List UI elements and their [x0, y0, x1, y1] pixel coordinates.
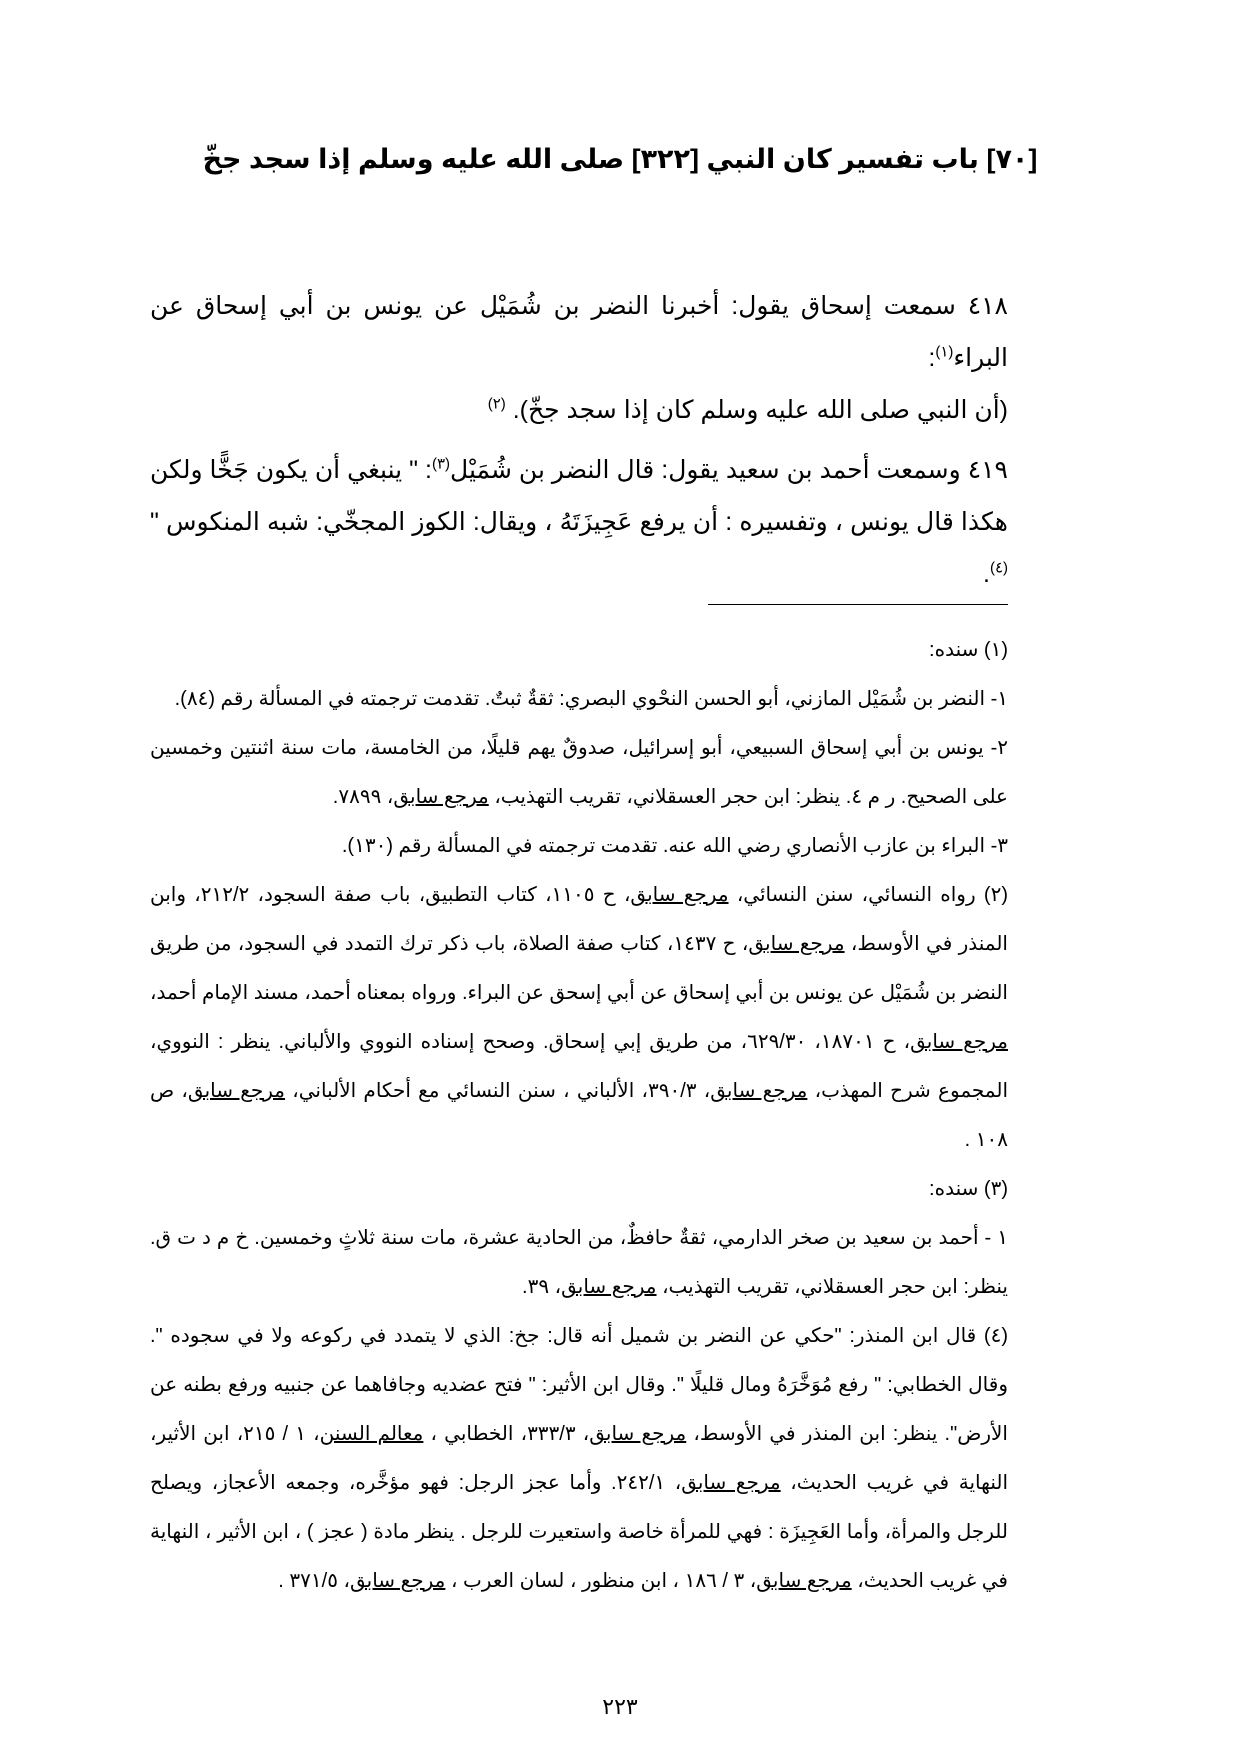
reference-link[interactable]: مرجع سابق: [756, 1570, 852, 1592]
footnote-marker[interactable]: (٣): [431, 455, 451, 473]
footnote-text: ، ٣٩٠/٣، الألباني ، سنن النسائي مع أحكام الألباني،: [292, 1080, 711, 1102]
footnote-text: ، ٣ / ١٨٦ ، ابن منظور ، لسان العرب ،: [450, 1570, 757, 1592]
reference-link[interactable]: مرجع سابق: [910, 1031, 1008, 1053]
paragraph-text: ٤١٩ وسمعت أحمد بن سعيد يقول: قال النضر بن شُمَيْل: [450, 456, 1008, 484]
footnote-text: ، ٣٣٣/٣، الخطابي ،: [430, 1423, 590, 1445]
footnote-1-heading: (١) سنده:: [929, 639, 1008, 661]
footnote-text: ٢- يونس بن أبي إسحاق السبيعي، أبو إسرائيل، صدوقٌ يهم قليلًا، من الخامسة، مات سنة اثنتين وخمسين على الصحيح. ر م ٤. ينظر: ابن حجر العسقلاني، تقريب التهذيب،: [150, 737, 1008, 808]
reference-link[interactable]: مرجع سابق: [349, 1570, 446, 1592]
reference-link[interactable]: مرجع سابق: [748, 933, 845, 955]
footnote-text: ، ح ١٤٣٧، كتاب صفة الصلاة، باب ذكر ترك التمدد في السجود، من طريق النضر بن شُمَيْل عن يونس بن أبي إسحاق عن أبي إسحق عن البراء. ورواه بمعناه أحمد، مسند الإمام أحمد،: [150, 933, 1008, 1004]
reference-link[interactable]: مرجع سابق: [561, 1276, 657, 1298]
reference-link[interactable]: معالم السنن: [319, 1423, 424, 1445]
footnotes: [150, 626, 1008, 1606]
paragraph-text: ٤١٨ سمعت إسحاق يقول: أخبرنا النضر بن شُمَيْل عن يونس بن أبي إسحاق عن البراء: [150, 292, 1008, 372]
footnote-4: [150, 1312, 1008, 1606]
footnote-1-line-1: ١- النضر بن شُمَيْل المازني، أبو الحسن النحْوي البصري: ثقةٌ ثبتٌ. تقدمت ترجمته في المسألة رقم (٨٤).: [174, 688, 1008, 710]
footnote-text: ، ٢٤٢/١. وأما عجز الرجل: فهو مؤخَّره، وجمعه الأعجاز، ويصلح للرجل والمرأة، وأما العَجِيزَة : فهي للمرأة خاصة واستعيرت للرجل . ينظر مادة ( عجز ) ، ابن الأثير ، النهاية في غريب الحديث،: [150, 1472, 1008, 1592]
footnote-text: ١ - أحمد بن سعيد بن صخر الدارمي، ثقةٌ حافظٌ، من الحادية عشرة، مات سنة ثلاثٍ وخمسين. خ م د ت ق. ينظر: ابن حجر العسقلاني، تقريب التهذيب،: [150, 1227, 1008, 1298]
page-number: ٢٢٣: [602, 1694, 638, 1719]
paragraph-text: :: [928, 344, 936, 372]
paragraph-text: : " ينبغي أن يكون جَخًّا ولكن هكذا قال يونس ، وتفسيره : أن يرفع عَجِيزَتَهُ ، ويقال: الكوز المجخّي: شبه المنكوس ": [150, 456, 1008, 536]
reference-link[interactable]: مرجع سابق: [393, 786, 489, 808]
footnote-marker[interactable]: (٤): [989, 559, 1008, 577]
hadith-text: (أن النبي صلى الله عليه وسلم كان إذا سجد جخّ).: [512, 396, 1008, 424]
footnote-text: ، ٣٩.: [522, 1276, 562, 1298]
footnote-divider: [708, 604, 1008, 605]
footnote-text: ، ح ١١٠٥، كتاب التطبيق، باب صفة السجود، ٢١٢/٢، وابن المنذر في الأوسط،: [150, 884, 1008, 955]
footnote-1-line-3: ٣- البراء بن عازب الأنصاري رضي الله عنه. تقدمت ترجمته في المسألة رقم (١٣٠).: [341, 835, 1008, 857]
reference-link[interactable]: مرجع سابق: [630, 884, 729, 906]
footnote-text: (٤) قال ابن المنذر: "حكي عن النضر بن شميل أنه قال: جخ: الذي لا يتمدد في ركوعه ولا في سجوده ". وقال الخطابي: " رفع مُوَخَّرَهُ ومال قليلًا ". وقال ابن الأثير: " فتح عضديه وجافاهما عن جنبيه ورفع بطنه عن الأرض". ينظر: ابن المنذر في الأوسط،: [150, 1325, 1008, 1445]
footnote-text: ، ٧٨٩٩.: [332, 786, 394, 808]
chapter-title: [٧٠] باب تفسير كان النبي [٣٢٢] صلى الله عليه وسلم إذا سجد جخّ: [202, 144, 1038, 174]
main-text: [150, 280, 1008, 608]
reference-link[interactable]: مرجع سابق: [710, 1080, 808, 1102]
footnote-text: ، ٣٧١/٥ .: [278, 1570, 350, 1592]
footnote-3-line-1: [150, 1214, 1008, 1312]
footnote-2: [150, 871, 1008, 1165]
paragraph-419: [150, 444, 1008, 600]
reference-link[interactable]: مرجع سابق: [187, 1080, 286, 1102]
reference-link[interactable]: مرجع سابق: [681, 1472, 781, 1494]
footnote-3-heading: (٣) سنده:: [929, 1178, 1008, 1200]
footnote-text: ، ١ / ٢١٥، ابن الأثير، النهاية في غريب الحديث،: [150, 1423, 1009, 1494]
footnote-text: ، ص ١٠٨ .: [150, 1080, 1008, 1151]
reference-link[interactable]: مرجع سابق: [589, 1423, 687, 1445]
footnote-1-line-2: [150, 724, 1008, 822]
paragraph-418: [150, 280, 1008, 436]
footnote-marker[interactable]: (١): [935, 343, 954, 361]
footnote-text: ، ح ١٨٧٠١، ٦٢٩/٣٠، من طريق إبي إسحاق. وصحح إسناده النووي والألباني. ينظر : النووي، المجموع شرح المهذب،: [150, 1031, 1009, 1102]
footnote-marker[interactable]: (٢): [487, 395, 506, 413]
footnote-text: (٢) رواه النسائي، سنن النسائي،: [736, 884, 1008, 906]
paragraph-text: .: [982, 560, 990, 588]
